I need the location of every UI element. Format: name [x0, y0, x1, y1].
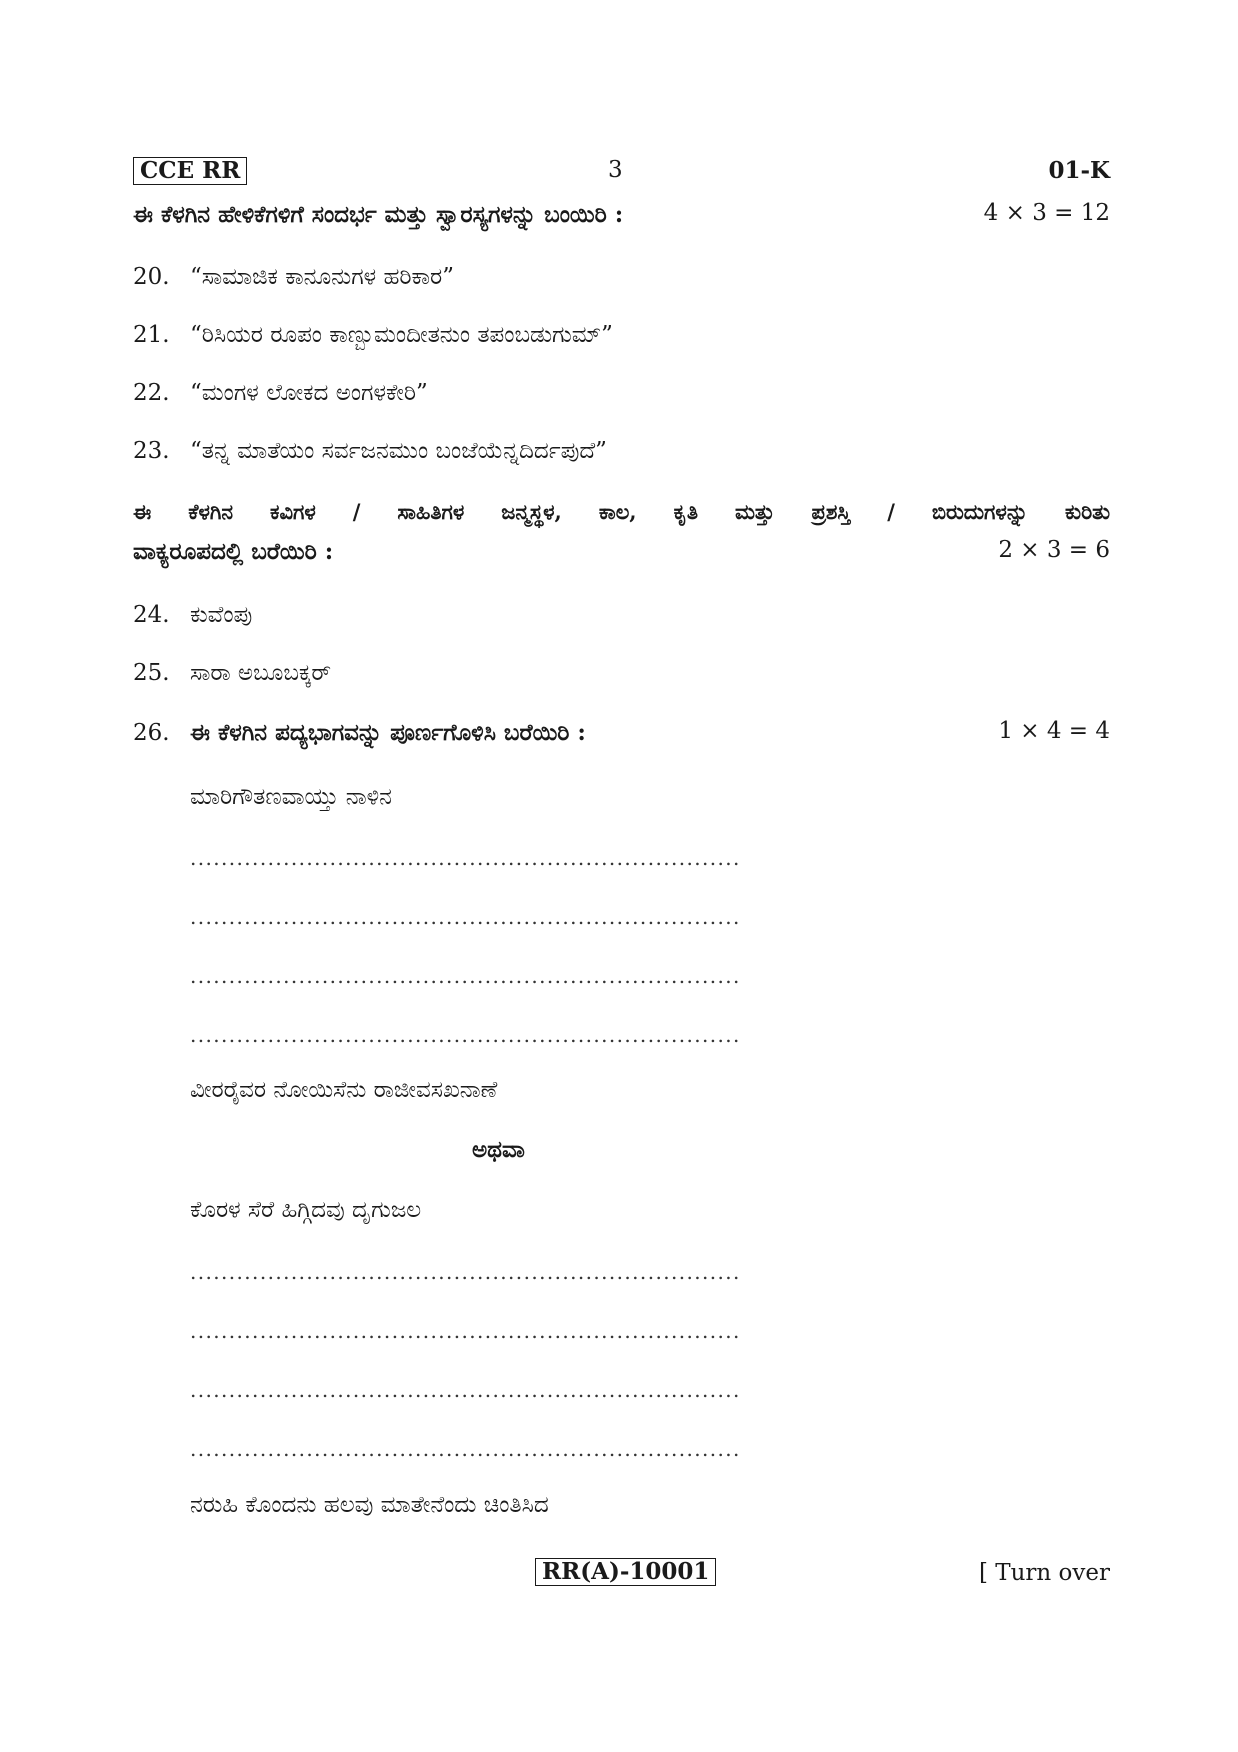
question-number: 26.: [133, 720, 170, 746]
or-label: ಅಥವಾ: [472, 1136, 525, 1163]
exam-code-box: CCE RR: [133, 157, 247, 185]
paper-code: 01-K: [1048, 157, 1110, 184]
question-text: “ಮಂಗಳ ಲೋಕದ ಅಂಗಳಕೇರಿ”: [190, 380, 428, 406]
poem-option1-last-line: ವೀರರೈವರ ನೋಯಿಸೆನು ರಾಜೀವಸಖನಾಣೆ: [190, 1077, 498, 1103]
footer-code-box: RR(A)-10001: [535, 1558, 716, 1586]
question-26-instruction: ಈ ಕೆಳಗಿನ ಪದ್ಯಭಾಗವನ್ನು ಪೂರ್ಣಗೊಳಿಸಿ ಬರೆಯಿರಿ :: [190, 719, 586, 746]
question-text: “ತನ್ನ ಮಾತೆಯಂ ಸರ್ವಜನಮುಂ ಬಂಜೆಯೆನ್ನದಿರ್ದಪುದೆ”: [190, 438, 607, 464]
question-text: ಸಾರಾ ಅಬೂಬಕ್ಕರ್: [190, 660, 332, 686]
page-number: 3: [608, 157, 623, 183]
section-b-instruction-line2: ವಾಕ್ಯರೂಪದಲ್ಲಿ ಬರೆಯಿರಿ :: [133, 538, 334, 565]
answer-line[interactable]: .......................................................................: [190, 905, 741, 929]
question-number: 22.: [133, 380, 170, 406]
question-text: “ಸಾಮಾಜಿಕ ಕಾನೂನುಗಳ ಹರಿಕಾರ”: [190, 264, 454, 290]
question-text: ಕುವೆಂಪು: [190, 602, 253, 628]
question-number: 21.: [133, 322, 170, 348]
question-text: “ರಿಸಿಯರ ರೂಪಂ ಕಾಣ್ಬುಮಂದೀತನುಂ ತಪಂಬಡುಗುಮ್”: [190, 322, 613, 348]
question-number: 23.: [133, 438, 170, 464]
poem-option1-first-line: ಮಾರಿಗೌತಣವಾಯ್ತು ನಾಳಿನ: [190, 784, 392, 810]
answer-line[interactable]: .......................................................................: [190, 964, 741, 988]
question-number: 20.: [133, 264, 170, 290]
section-b-marks: 2 × 3 = 6: [998, 537, 1110, 563]
question-26-marks: 1 × 4 = 4: [998, 718, 1110, 744]
answer-line[interactable]: .......................................................................: [190, 1319, 741, 1343]
section-a-marks: 4 × 3 = 12: [983, 200, 1110, 226]
answer-line[interactable]: .......................................................................: [190, 1260, 741, 1284]
question-number: 24.: [133, 602, 170, 628]
answer-line[interactable]: .......................................................................: [190, 1023, 741, 1047]
turn-over-label: [ Turn over: [978, 1560, 1110, 1586]
section-b-instruction-line1: ಈ ಕೆಳಗಿನ ಕವಿಗಳ / ಸಾಹಿತಿಗಳ ಜನ್ಮಸ್ಥಳ, ಕಾಲ, ಕೃತಿ ಮತ್ತು ಪ್ರಶಸ್ತಿ / ಬಿರುದುಗಳನ್ನು ಕುರಿತು: [133, 499, 1110, 524]
answer-line[interactable]: .......................................................................: [190, 1437, 741, 1461]
poem-option2-last-line: ನರುಹಿ ಕೊಂದನು ಹಲವು ಮಾತೇನೆಂದು ಚಿಂತಿಸಿದ: [190, 1492, 549, 1518]
question-number: 25.: [133, 660, 170, 686]
answer-line[interactable]: .......................................................................: [190, 1378, 741, 1402]
answer-line[interactable]: .......................................................................: [190, 846, 741, 870]
poem-option2-first-line: ಕೊರಳ ಸೆರೆ ಹಿಗ್ಗಿದವು ದೃಗುಜಲ: [190, 1197, 422, 1223]
section-a-instruction: ಈ ಕೆಳಗಿನ ಹೇಳಿಕೆಗಳಿಗೆ ಸಂದರ್ಭ ಮತ್ತು ಸ್ವಾರಸ್ಯಗಳನ್ನು ಬಂಯಿರಿ :: [133, 201, 624, 228]
